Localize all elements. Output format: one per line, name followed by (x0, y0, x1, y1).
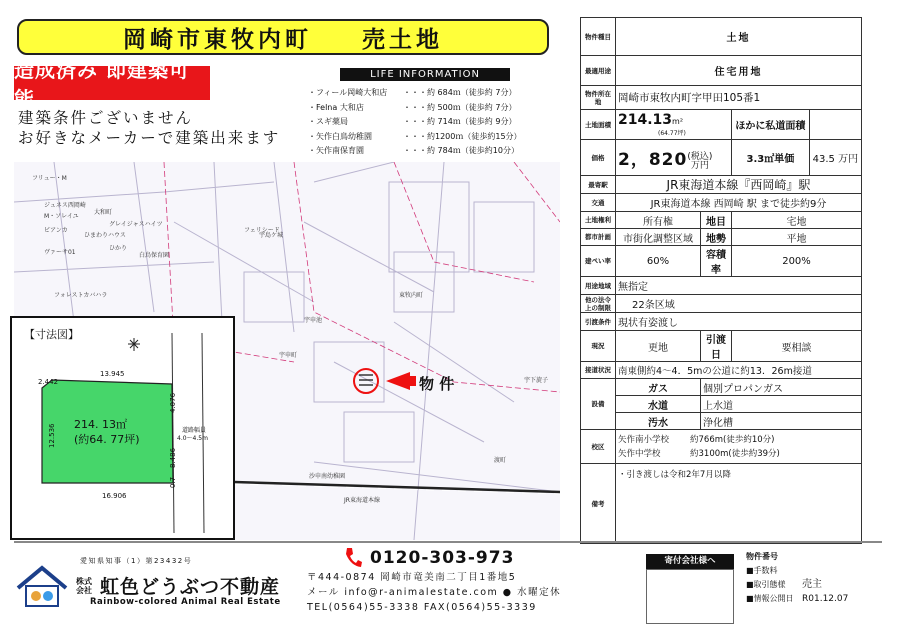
label-water: 水道 (616, 396, 701, 413)
value-landcat: 宅地 (732, 212, 862, 229)
list-item: ・矢作白鳥幼稚園 ・・・約1200ｍ（徒歩約15分） (308, 131, 522, 141)
dim-bottom: 16.906 (102, 492, 127, 500)
value-price: 2，820(税込) 万円 (616, 140, 732, 176)
list-item: ・矢作南保育園 ・・・約 784ｍ（徒歩約10分） (308, 146, 519, 155)
label-grading: 引渡日 (701, 331, 732, 362)
value-grading: 要相談 (732, 331, 862, 362)
north-icon (128, 338, 140, 351)
map-label: ひまわりハウス (84, 232, 126, 239)
map-label: 宇申町 (279, 352, 298, 359)
license-text: 愛知県知事（1）第23432号 (80, 557, 193, 565)
map-label: フリュー・M (32, 175, 67, 182)
condition-line: お好きなメーカーで建築出来ます (18, 129, 281, 147)
tel-line: TEL(0564)55-3338 FAX(0564)55-3339 (307, 602, 537, 613)
value-right: 所有権 (616, 212, 701, 229)
label-zoning: 最適用途 (581, 56, 616, 86)
label-use: 用途地域 (581, 277, 616, 295)
label-city: 都市計画 (581, 229, 616, 246)
label-bcr: 建ぺい率 (581, 246, 616, 277)
value-school: 矢作南小学校 約766m(徒歩約10分) 矢作中学校 約3100m(徒歩約39分) (616, 430, 862, 464)
dim-right2: 8.486 (169, 447, 177, 468)
dim-top: 13.945 (100, 370, 125, 378)
agent-box (646, 569, 734, 624)
value-sewer: 浄化槽 (701, 413, 862, 430)
map-label: 沙申南幼稚園 (309, 473, 346, 480)
plan-title: 【寸法図】 (24, 328, 79, 341)
info-list (746, 550, 848, 606)
value-address: 岡崎市東牧内町字甲田105番1 (616, 86, 862, 110)
label-land: 土地面積 (581, 110, 616, 140)
value-bcr: 60% (616, 246, 701, 277)
value-road: 南東側約4～4．5mの公道に約13．26m接道 (616, 362, 862, 379)
road-width-val: 4.0～4.5m (177, 435, 208, 442)
title-banner (17, 19, 549, 55)
label-facility: 設備 (581, 379, 616, 430)
value-far: 200% (732, 246, 862, 277)
info-row: ■取引態様 売主 (746, 579, 822, 590)
label-right: 土地権利 (581, 212, 616, 229)
list-item: ・スギ薬局 ・・・約 714ｍ（徒歩約 9分） (308, 117, 517, 126)
conditions-text (18, 108, 280, 148)
map-label: ビアンカ (44, 227, 68, 234)
label-far: 容積率 (701, 246, 732, 277)
dim-corner: 2.442 (38, 378, 59, 386)
value-station: JR東海道本線『西岡崎』駅 (616, 176, 862, 194)
spec-table (580, 17, 862, 544)
map-label: 宇島ケ城 (259, 232, 284, 239)
value-type: 土地 (616, 18, 862, 56)
list-item: ・フィール岡崎大和店 ・・・約 684ｍ（徒歩約 7分） (308, 88, 517, 97)
arrow-icon (386, 372, 416, 390)
banner-place: 岡崎市東牧内町 (123, 26, 312, 53)
label-gas: ガス (616, 379, 701, 396)
label-other: ほかに私道面積 (732, 110, 810, 140)
value-status: 更地 (616, 331, 701, 362)
map-label: 渡町 (494, 457, 507, 464)
map-label: 大和町 (94, 209, 113, 216)
mail-line: メール info@r-animalestate.com ● 水曜定休 (307, 587, 562, 598)
road-width: 道路幅員 (182, 427, 207, 434)
life-info-heading: LIFE INFORMATION (340, 68, 510, 81)
map-label: フォレストカバハラ (54, 292, 108, 299)
phone-number[interactable]: 0120-303-973 (370, 548, 515, 568)
company-address (307, 570, 561, 615)
label-status: 現況 (581, 331, 616, 362)
value-traffic: JR東海道本線 西岡崎 駅 まで徒歩約9分 (616, 194, 862, 212)
label-station: 最寄駅 (581, 176, 616, 194)
value-remarks: ・引き渡しは令和2年7月以降 (616, 464, 862, 544)
value-city: 市街化調整区域 (616, 229, 701, 246)
ready-badge: 造成済み 即建築可能 (14, 66, 210, 100)
railway (234, 482, 560, 492)
label-unit-price: 3.3㎡単価 (732, 140, 810, 176)
label-deliver: 引渡条件 (581, 313, 616, 331)
condition-line: 建築条件ございません (18, 109, 194, 127)
label-sewer: 汚水 (616, 413, 701, 430)
plan-tsubo: (約64. 77坪) (74, 433, 140, 446)
label-traffic: 交通 (581, 194, 616, 212)
label-landcat: 地目 (701, 212, 732, 229)
map-label: ヴァーサ01 (44, 249, 76, 256)
company-logo-icon (14, 562, 70, 608)
address-line: 〒444-0874 岡崎市竜美南二丁目1番地5 (307, 572, 517, 583)
info-row: 物件番号 (746, 552, 778, 561)
value-water: 上水道 (701, 396, 862, 413)
value-law: 22条区域 (616, 295, 862, 313)
plan-area: 214. 13㎡ (74, 418, 127, 431)
info-row: ■情報公開日 R01.12.07 (746, 594, 849, 604)
map-label: 宇申池 (304, 317, 323, 324)
plan-svg (12, 318, 233, 538)
label-school: 校区 (581, 430, 616, 464)
lot-shape (42, 380, 173, 483)
label-road: 接道状況 (581, 362, 616, 379)
value-terrain: 平地 (732, 229, 862, 246)
map-label: ひかり (109, 245, 128, 252)
map-label: 白鳥保育園 (139, 252, 170, 259)
map-label: ジュネス西岡崎 (44, 202, 86, 209)
footer-divider (14, 541, 882, 543)
label-address: 物件所在地 (581, 86, 616, 110)
dim-left: 12.536 (48, 423, 56, 448)
label-price: 価格 (581, 140, 616, 176)
label-terrain: 地勢 (701, 229, 732, 246)
value-land: 214.13m² (64.77坪) (616, 110, 732, 140)
dim-right1: 4.076 (169, 392, 177, 413)
agent-heading: 寄付会社様へ (646, 554, 734, 569)
map-label: グレイジャスハイツ (109, 221, 163, 228)
map-label: M・ソレイユ (44, 213, 79, 220)
dimension-plan (10, 316, 235, 540)
map-label: 東牧内町 (399, 292, 424, 299)
info-row: ■手数料 (746, 566, 778, 575)
map-label: フェリシード (244, 227, 280, 234)
value-unit-price: 43.5 万円 (809, 140, 861, 176)
dim-right3: 0.7 (169, 476, 177, 488)
label-law: 他の法令上の制限 (581, 295, 616, 313)
list-item: ・Felna 大和店 ・・・約 500ｍ（徒歩約 7分） (308, 102, 517, 112)
company-name: 株式会社 虹色どうぶつ不動産 (76, 576, 281, 598)
property-marker (354, 369, 378, 393)
value-deliver: 現状有姿渡し (616, 313, 862, 331)
value-other (809, 110, 861, 140)
property-label: 物 件 (419, 375, 455, 393)
company-name-en: Rainbow-colored Animal Real Estate (90, 597, 281, 607)
map-label: JR東海道本線 (344, 497, 380, 504)
life-info-list (308, 86, 523, 159)
value-gas: 個別プロパンガス (701, 379, 862, 396)
value-use: 無指定 (616, 277, 862, 295)
label-remarks: 備考 (581, 464, 616, 544)
banner-type: 売土地 (362, 26, 443, 53)
map-label: 宇下旋子 (524, 377, 549, 384)
phone-icon (343, 546, 363, 568)
value-zoning: 住宅用地 (616, 56, 862, 86)
label-type: 物件種目 (581, 18, 616, 56)
